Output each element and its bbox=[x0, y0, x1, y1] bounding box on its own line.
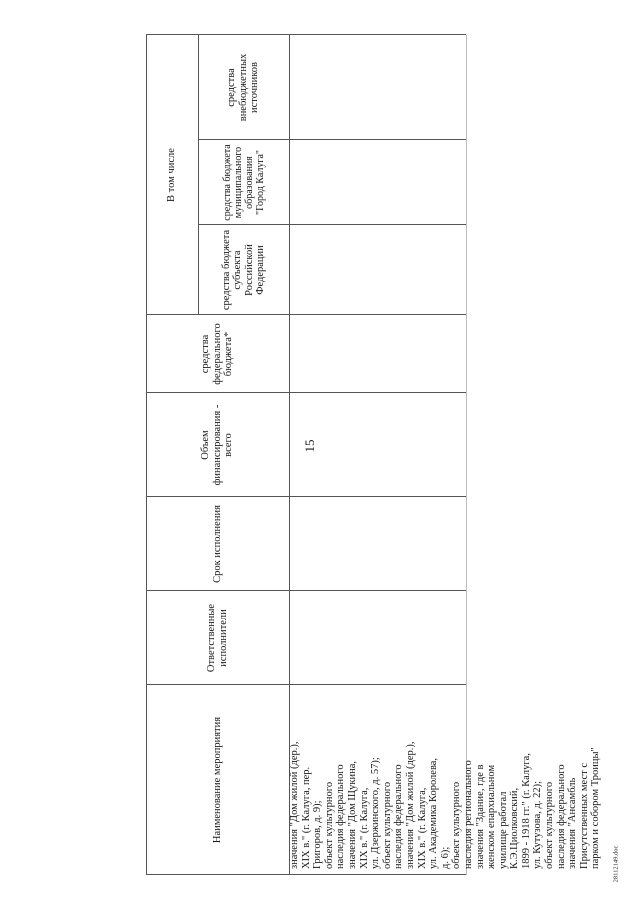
name-line: значения "Здание, где в bbox=[474, 764, 486, 869]
name-line: XIX в." (г. Калуга, bbox=[416, 787, 428, 869]
name-line: парком и собором Троицы" bbox=[590, 747, 602, 869]
name-line: объект культурного bbox=[544, 781, 556, 869]
header-including: В том числе bbox=[166, 148, 178, 202]
name-line: значения "Дом жилой (дер.), bbox=[289, 741, 300, 869]
name-line: XIX в." (г. Калуга, пер. bbox=[300, 766, 312, 869]
name-line: ул. Дзержинского, д. 57); bbox=[370, 757, 382, 869]
name-line: училище работал bbox=[497, 791, 509, 869]
financing-table bbox=[146, 35, 602, 875]
name-line: наследия федерального bbox=[335, 764, 347, 869]
col-separator-6 bbox=[198, 224, 466, 225]
name-line: XIX в." (г. Калуга, bbox=[358, 787, 370, 869]
col-separator-3 bbox=[146, 496, 466, 497]
name-line: значения "Дом жилой (дер.), bbox=[404, 741, 416, 869]
page-number: 15 bbox=[302, 439, 317, 453]
name-line: значения "Дом Щукина, bbox=[346, 760, 358, 869]
name-line: Присутственных мест с bbox=[578, 762, 590, 869]
name-line: значения "Ансамбль bbox=[567, 777, 579, 869]
name-line: объект культурного bbox=[381, 781, 393, 869]
header-name: Наименование мероприятия bbox=[211, 716, 223, 844]
name-line: ул. Кутузова, д. 22); bbox=[532, 780, 544, 869]
name-line: наследия федерального bbox=[555, 764, 567, 869]
name-column-text bbox=[289, 719, 602, 869]
table-border-left bbox=[146, 874, 466, 875]
header-extrabudget: средства внебюджетных источников bbox=[226, 53, 261, 122]
col-separator-1 bbox=[146, 684, 466, 685]
name-line: женском епархиальном bbox=[486, 764, 498, 869]
header-volume: Объем финансирования - всего bbox=[200, 404, 235, 486]
name-line: 1899 - 1918 гг." (г. Калуга, bbox=[520, 753, 532, 869]
header-municipal: средства бюджета муниципального образования "Город Калуга" bbox=[221, 144, 266, 221]
col-separator-2 bbox=[146, 590, 466, 591]
name-line: наследия федерального bbox=[393, 764, 405, 869]
col-separator-4 bbox=[146, 392, 466, 393]
name-line: наследия регионального bbox=[462, 760, 474, 869]
col-separator-7 bbox=[198, 139, 466, 140]
header-federal: средства федерального бюджета* bbox=[200, 323, 235, 385]
name-line: объект культурного bbox=[323, 781, 335, 869]
header-subject: средства бюджета субъекта Российской Федерации bbox=[220, 229, 266, 311]
name-line: К.Э.Циолковский, bbox=[509, 787, 521, 869]
name-line: д. 6); bbox=[439, 846, 451, 869]
header-term: Срок исполнения bbox=[211, 505, 223, 583]
name-line: Григоров, д. 9); bbox=[312, 800, 324, 869]
footer-filename: 28112149.doc bbox=[612, 845, 620, 883]
name-line: объект культурного bbox=[451, 781, 463, 869]
name-line: ул. Академика Королева, bbox=[428, 757, 440, 869]
header-executors: Ответственные исполнители bbox=[206, 603, 229, 673]
